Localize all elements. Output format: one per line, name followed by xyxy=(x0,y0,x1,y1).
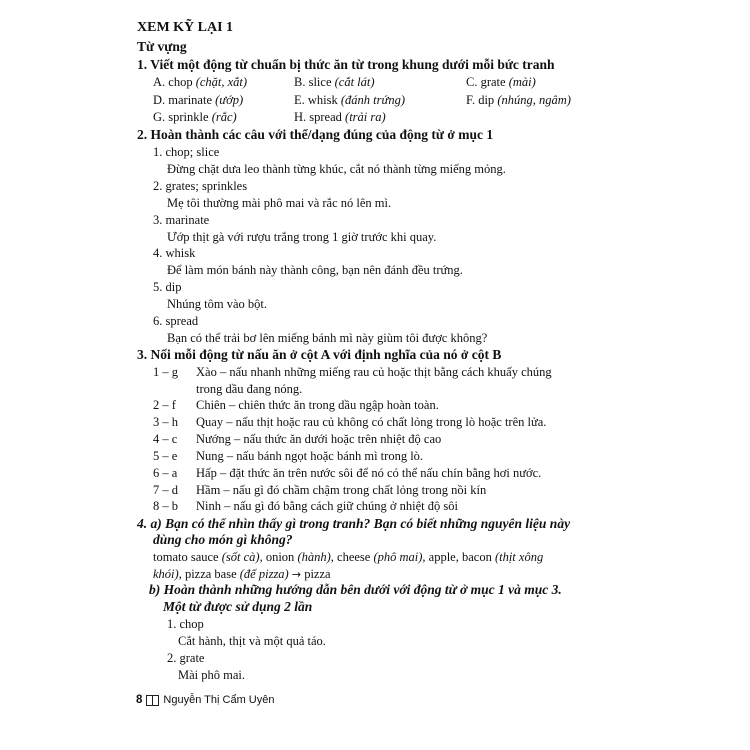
ex2-heading: 2. Hoàn thành các câu với thể/dạng đúng của động từ ở mục 1 xyxy=(137,127,494,142)
ex2-sentence: Để làm món bánh này thành công, bạn nên đánh đều trứng. xyxy=(167,263,463,277)
ex3-definition: Hầm – nấu gì đó chầm chậm trong chất lỏng trong nồi kín xyxy=(196,483,487,497)
ex1-item: G. sprinkle (rắc) xyxy=(153,110,237,124)
section-title: XEM KỸ LẠI 1 xyxy=(137,20,234,35)
ex4b-sentence: Mài phô mai. xyxy=(178,668,246,682)
arrow-right-icon: → xyxy=(291,568,302,581)
ex2-answer: 2. grates; sprinkles xyxy=(153,179,248,193)
ex3-pair: 2 – f xyxy=(153,398,176,412)
ex2-sentence: Đừng chặt dưa leo thành từng khúc, cắt nó thành từng miếng mỏng. xyxy=(167,162,506,176)
ex4a-ingredients-line1: tomato sauce (sốt cà), onion (hành), cheese (phô mai), apple, bacon (thịt xông xyxy=(153,550,544,564)
ex1-item: H. spread (trải ra) xyxy=(294,110,386,124)
ex4a-heading-line2: dùng cho món gì không? xyxy=(153,532,293,547)
ex3-definition: Ninh – nấu gì đó bằng cách giữ chúng ở nhiệt độ sôi xyxy=(196,499,458,513)
ex3-definition: Chiên – chiên thức ăn trong dầu ngập hoàn toàn. xyxy=(196,398,439,412)
ex4a-ingredients-line2: khói), pizza base (đế pizza) → pizza xyxy=(153,567,331,581)
author-name: Nguyễn Thị Cẩm Uyên xyxy=(163,694,275,706)
ex3-pair: 1 – g xyxy=(153,365,178,379)
ex3-definition: Xào – nấu nhanh những miếng rau củ hoặc thịt bằng cách khuấy chúng xyxy=(196,365,552,379)
ex4b-heading-line2: Một từ được sử dụng 2 lần xyxy=(163,599,313,614)
ex4b-answer: 2. grate xyxy=(167,651,205,665)
ex4b-answer: 1. chop xyxy=(167,617,204,631)
ex3-definition: Nung – nấu bánh ngọt hoặc bánh mì trong lò. xyxy=(196,449,424,463)
ex3-definition: Quay – nấu thịt hoặc rau củ không có chất lỏng trong lò hoặc trên lửa. xyxy=(196,415,547,429)
ex2-sentence: Bạn có thể trải bơ lên miếng bánh mì này giùm tôi được không? xyxy=(167,331,488,345)
ex3-pair: 8 – b xyxy=(153,499,178,513)
ex2-answer: 5. dip xyxy=(153,280,182,294)
ex3-pair: 4 – c xyxy=(153,432,178,446)
ex4b-sentence: Cắt hành, thịt và một quả táo. xyxy=(178,634,326,648)
book-icon xyxy=(146,695,159,706)
ex2-sentence: Ướp thịt gà với rượu trắng trong 1 giờ trước khi quay. xyxy=(167,230,437,244)
ex3-pair: 5 – e xyxy=(153,449,178,463)
page-number: 8 xyxy=(136,694,143,706)
ex3-pair: 7 – d xyxy=(153,483,178,497)
ex2-sentence: Nhúng tôm vào bột. xyxy=(167,297,267,311)
ex1-item: F. dip (nhúng, ngâm) xyxy=(466,93,571,107)
ex2-answer: 3. marinate xyxy=(153,213,210,227)
ex1-heading: 1. Viết một động từ chuẩn bị thức ăn từ trong khung dưới mỗi bức tranh xyxy=(137,57,555,72)
section-subtitle: Từ vựng xyxy=(137,39,187,54)
ex4b-heading-line1: b) Hoàn thành những hướng dẫn bên dưới với động từ ở mục 1 và mục 3. xyxy=(149,582,562,597)
ex2-sentence: Mẹ tôi thường mài phô mai và rắc nó lên mì. xyxy=(167,196,392,210)
ex2-answer: 4. whisk xyxy=(153,246,196,260)
ex3-pair: 6 – a xyxy=(153,466,178,480)
ex1-item: B. slice (cắt lát) xyxy=(294,75,375,89)
ex2-answer: 1. chop; slice xyxy=(153,145,220,159)
ex1-item: A. chop (chặt, xắt) xyxy=(153,75,248,89)
ex3-definition: Nướng – nấu thức ăn dưới hoặc trên nhiệt độ cao xyxy=(196,432,442,446)
ex3-definition: Hấp – đặt thức ăn trên nước sôi để nó có thể nấu chín bằng hơi nước. xyxy=(196,466,542,480)
ex4a-heading-line1: 4. a) Bạn có thể nhìn thấy gì trong tranh? Bạn có biết những nguyên liệu này xyxy=(137,516,571,531)
ex3-pair: 3 – h xyxy=(153,415,178,429)
ex3-definition-cont: trong dầu đang nóng. xyxy=(196,382,303,396)
page-footer xyxy=(136,694,274,706)
ex1-item: C. grate (mài) xyxy=(466,75,536,89)
ex2-answer: 6. spread xyxy=(153,314,199,328)
ex1-item: D. marinate (ướp) xyxy=(153,93,244,107)
ex3-heading: 3. Nối mỗi động từ nấu ăn ở cột A với định nghĩa của nó ở cột B xyxy=(137,347,502,362)
ex1-item: E. whisk (đánh trứng) xyxy=(294,93,405,107)
